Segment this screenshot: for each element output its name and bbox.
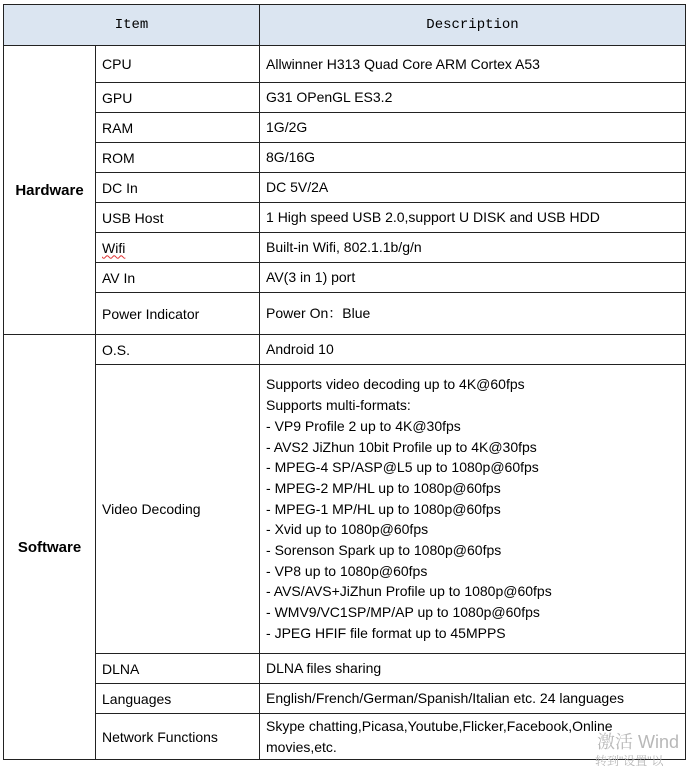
desc-line: - JPEG HFIF file format up to 45MPPS	[266, 624, 506, 641]
desc-line: - VP8 up to 1080p@60fps	[266, 562, 428, 579]
desc-os	[260, 335, 686, 365]
table-row	[4, 83, 686, 113]
desc-line: Power On：Blue	[266, 305, 371, 322]
desc-line: - MPEG-4 SP/ASP@L5 up to 1080p@60fps	[266, 459, 539, 476]
desc-line: - MPEG-1 MP/HL up to 1080p@60fps	[266, 500, 501, 517]
header-row	[4, 5, 686, 46]
desc-line: - MPEG-2 MP/HL up to 1080p@60fps	[266, 479, 501, 496]
desc-line: G31 OPenGL ES3.2	[266, 89, 393, 106]
item-wifi	[96, 233, 260, 263]
desc-line: AV(3 in 1) port	[266, 269, 356, 286]
desc-dlna	[260, 654, 686, 684]
desc-dc-in	[260, 173, 686, 203]
item-os: O.S.	[96, 335, 260, 365]
item-network-functions: Network Functions	[96, 714, 260, 760]
desc-line: Supports multi-formats:	[266, 397, 411, 414]
table-row	[4, 714, 686, 760]
desc-line: Allwinner H313 Quad Core ARM Cortex A53	[266, 55, 540, 72]
desc-cpu	[260, 46, 686, 83]
activation-watermark	[595, 726, 687, 766]
desc-line: - Xvid up to 1080p@60fps	[266, 521, 429, 538]
table-row	[4, 143, 686, 173]
table-row	[4, 203, 686, 233]
item-video-decoding: Video Decoding	[96, 365, 260, 654]
item-dc-in: DC In	[96, 173, 260, 203]
desc-power-indicator	[260, 293, 686, 335]
group-software: Software	[4, 335, 96, 760]
desc-line: DC 5V/2A	[266, 179, 329, 196]
desc-line: Built-in Wifi, 802.1.1b/g/n	[266, 239, 422, 256]
desc-line: - VP9 Profile 2 up to 4K@30fps	[266, 417, 461, 434]
watermark-line-1: 激活 Wind	[597, 732, 680, 752]
table-row	[4, 365, 686, 654]
desc-line: 8G/16G	[266, 149, 316, 166]
header-item: Item	[4, 5, 260, 46]
table-row	[4, 233, 686, 263]
desc-line: 1 High speed USB 2.0,support U DISK and USB HDD	[266, 209, 600, 226]
spec-table	[3, 4, 686, 760]
desc-line: - WMV9/VC1SP/MP/AP up to 1080p@60fps	[266, 604, 540, 621]
item-dlna: DLNA	[96, 654, 260, 684]
item-power-indicator: Power Indicator	[96, 293, 260, 335]
item-usb-host: USB Host	[96, 203, 260, 233]
desc-languages	[260, 684, 686, 714]
desc-gpu	[260, 83, 686, 113]
desc-ram	[260, 113, 686, 143]
item-languages: Languages	[96, 684, 260, 714]
item-av-in: AV In	[96, 263, 260, 293]
table-row	[4, 293, 686, 335]
table-row	[4, 654, 686, 684]
item-rom: ROM	[96, 143, 260, 173]
desc-line: 1G/2G	[266, 119, 308, 136]
desc-line: Android 10	[266, 341, 334, 358]
table-row	[4, 113, 686, 143]
group-hardware: Hardware	[4, 46, 96, 335]
header-description: Description	[260, 5, 686, 46]
desc-line: English/French/German/Spanish/Italian etc. 24 languages	[266, 690, 625, 707]
item-ram: RAM	[96, 113, 260, 143]
table-row	[4, 263, 686, 293]
watermark-line-2: 转到"设置"以	[595, 754, 664, 766]
desc-video-decoding	[260, 365, 686, 654]
desc-line: Skype chatting,Picasa,Youtube,Flicker,Facebook,Online	[266, 717, 613, 734]
desc-av-in	[260, 263, 686, 293]
table-row	[4, 46, 686, 83]
desc-line: - AVS2 JiZhun 10bit Profile up to 4K@30fps	[266, 438, 537, 455]
table-row	[4, 173, 686, 203]
desc-line: Supports video decoding up to 4K@60fps	[266, 376, 525, 393]
item-cpu: CPU	[96, 46, 260, 83]
desc-line: - Sorenson Spark up to 1080p@60fps	[266, 542, 502, 559]
table-row	[4, 335, 686, 365]
item-gpu: GPU	[96, 83, 260, 113]
desc-line: - AVS/AVS+JiZhun Profile up to 1080p@60fps	[266, 583, 552, 600]
desc-usb-host	[260, 203, 686, 233]
table-row	[4, 684, 686, 714]
desc-line: movies,etc.	[266, 738, 337, 755]
desc-line: DLNA files sharing	[266, 660, 382, 677]
item-wifi-label: Wifi	[102, 239, 126, 256]
desc-wifi	[260, 233, 686, 263]
desc-rom	[260, 143, 686, 173]
